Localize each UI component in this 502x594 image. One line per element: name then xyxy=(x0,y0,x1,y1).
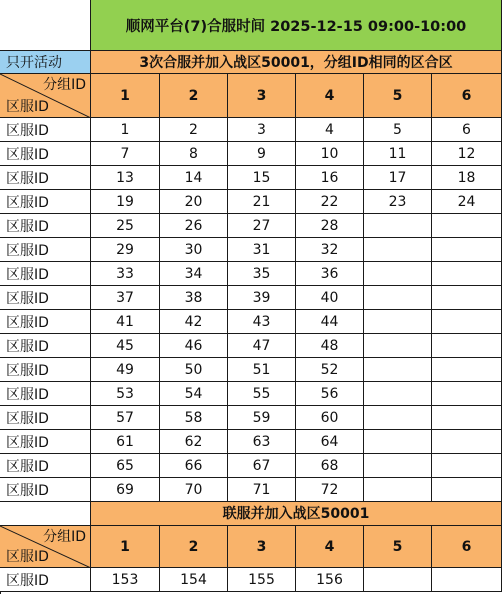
server-id-cell[interactable] xyxy=(364,238,432,262)
group-header-3[interactable]: 3 xyxy=(228,74,296,118)
row-label[interactable]: 区服ID xyxy=(0,262,91,286)
server-id-cell[interactable]: 45 xyxy=(91,334,160,358)
server-id-cell[interactable]: 41 xyxy=(91,310,160,334)
row-label[interactable]: 区服ID xyxy=(0,190,91,214)
server-id-cell[interactable]: 3 xyxy=(228,118,296,142)
server-id-cell[interactable]: 19 xyxy=(91,190,160,214)
server-id-cell[interactable]: 15 xyxy=(228,166,296,190)
row-label[interactable]: 区服ID xyxy=(0,382,91,406)
group-header-5[interactable]: 5 xyxy=(364,526,432,568)
server-id-cell[interactable]: 18 xyxy=(432,166,502,190)
server-id-cell[interactable] xyxy=(364,382,432,406)
server-id-cell[interactable] xyxy=(432,454,502,478)
server-id-cell[interactable]: 35 xyxy=(228,262,296,286)
server-id-cell[interactable]: 33 xyxy=(91,262,160,286)
server-id-cell[interactable]: 30 xyxy=(160,238,228,262)
server-id-cell[interactable] xyxy=(364,286,432,310)
row-label[interactable]: 区服ID xyxy=(0,238,91,262)
server-id-cell[interactable]: 6 xyxy=(432,118,502,142)
server-id-cell[interactable]: 4 xyxy=(296,118,364,142)
server-id-cell[interactable]: 13 xyxy=(91,166,160,190)
group-header-6[interactable]: 6 xyxy=(432,526,502,568)
corner-server-label: 区服ID xyxy=(6,549,49,565)
server-id-cell[interactable] xyxy=(432,262,502,286)
row-label[interactable]: 区服ID xyxy=(0,118,91,142)
server-id-cell[interactable]: 66 xyxy=(160,454,228,478)
server-id-cell[interactable]: 9 xyxy=(228,142,296,166)
group-header-2[interactable]: 2 xyxy=(160,74,228,118)
server-id-cell[interactable]: 61 xyxy=(91,430,160,454)
corner-group-label: 分组ID xyxy=(43,77,86,93)
server-id-cell[interactable]: 71 xyxy=(228,478,296,502)
server-id-cell[interactable]: 38 xyxy=(160,286,228,310)
server-id-cell[interactable]: 72 xyxy=(296,478,364,502)
server-id-cell[interactable]: 47 xyxy=(228,334,296,358)
server-id-cell[interactable]: 12 xyxy=(432,142,502,166)
server-id-cell[interactable]: 7 xyxy=(91,142,160,166)
blank-cell[interactable] xyxy=(0,501,91,526)
server-id-cell[interactable]: 64 xyxy=(296,430,364,454)
group-header-6[interactable]: 6 xyxy=(432,74,502,118)
server-id-cell[interactable]: 20 xyxy=(160,190,228,214)
group-header-5[interactable]: 5 xyxy=(364,74,432,118)
server-id-cell[interactable]: 32 xyxy=(296,238,364,262)
server-id-cell[interactable]: 17 xyxy=(364,166,432,190)
server-id-cell[interactable]: 2 xyxy=(160,118,228,142)
server-id-cell[interactable]: 31 xyxy=(228,238,296,262)
server-id-cell[interactable] xyxy=(364,568,432,592)
server-id-cell[interactable]: 10 xyxy=(296,142,364,166)
server-id-cell[interactable] xyxy=(432,334,502,358)
server-id-cell[interactable] xyxy=(432,478,502,502)
row-label[interactable]: 区服ID xyxy=(0,286,91,310)
server-id-cell[interactable]: 70 xyxy=(160,478,228,502)
server-id-cell[interactable] xyxy=(364,406,432,430)
server-id-cell[interactable]: 29 xyxy=(91,238,160,262)
server-id-cell[interactable] xyxy=(432,310,502,334)
server-id-cell[interactable] xyxy=(432,430,502,454)
row-label[interactable]: 区服ID xyxy=(0,430,91,454)
corner-header-2[interactable] xyxy=(0,526,91,568)
row-label[interactable]: 区服ID xyxy=(0,334,91,358)
server-id-cell[interactable]: 16 xyxy=(296,166,364,190)
server-id-cell[interactable]: 40 xyxy=(296,286,364,310)
group-header-2[interactable]: 2 xyxy=(160,526,228,568)
server-id-cell[interactable]: 154 xyxy=(160,568,228,592)
server-id-cell[interactable]: 23 xyxy=(364,190,432,214)
server-id-cell[interactable]: 155 xyxy=(228,568,296,592)
server-id-cell[interactable]: 14 xyxy=(160,166,228,190)
server-id-cell[interactable]: 56 xyxy=(296,382,364,406)
server-id-cell[interactable]: 60 xyxy=(296,406,364,430)
server-id-cell[interactable]: 68 xyxy=(296,454,364,478)
server-id-cell[interactable]: 42 xyxy=(160,310,228,334)
server-id-cell[interactable] xyxy=(364,478,432,502)
server-id-cell[interactable]: 63 xyxy=(228,430,296,454)
corner-group-label: 分组ID xyxy=(43,529,86,545)
corner-server-label: 区服ID xyxy=(6,99,49,115)
row-label[interactable]: 区服ID xyxy=(0,454,91,478)
server-id-cell[interactable]: 59 xyxy=(228,406,296,430)
row-label[interactable]: 区服ID xyxy=(0,406,91,430)
server-id-cell[interactable]: 62 xyxy=(160,430,228,454)
group-header-1[interactable]: 1 xyxy=(91,526,160,568)
server-id-cell[interactable]: 21 xyxy=(228,190,296,214)
group-header-3[interactable]: 3 xyxy=(228,526,296,568)
server-id-cell[interactable] xyxy=(364,310,432,334)
server-id-cell[interactable]: 55 xyxy=(228,382,296,406)
server-id-cell[interactable]: 25 xyxy=(91,214,160,238)
row-label[interactable]: 区服ID xyxy=(0,166,91,190)
server-id-cell[interactable]: 156 xyxy=(296,568,364,592)
blank-cell[interactable] xyxy=(0,0,91,51)
section2-title[interactable]: 联服并加入战区50001 xyxy=(91,501,502,526)
server-id-cell[interactable]: 37 xyxy=(91,286,160,310)
server-id-cell[interactable]: 51 xyxy=(228,358,296,382)
server-id-cell[interactable]: 57 xyxy=(91,406,160,430)
server-id-cell[interactable] xyxy=(364,430,432,454)
server-id-cell[interactable] xyxy=(364,454,432,478)
server-id-cell[interactable]: 49 xyxy=(91,358,160,382)
server-id-cell[interactable]: 28 xyxy=(296,214,364,238)
server-id-cell[interactable]: 153 xyxy=(91,568,160,592)
row-label[interactable]: 区服ID xyxy=(0,214,91,238)
server-id-cell[interactable]: 34 xyxy=(160,262,228,286)
row-label[interactable]: 区服ID xyxy=(0,310,91,334)
group-header-4[interactable]: 4 xyxy=(296,74,364,118)
server-id-cell[interactable] xyxy=(364,214,432,238)
server-id-cell[interactable] xyxy=(364,262,432,286)
row-label[interactable]: 区服ID xyxy=(0,358,91,382)
server-id-cell[interactable] xyxy=(432,238,502,262)
row-label[interactable]: 区服ID xyxy=(0,478,91,502)
server-id-cell[interactable] xyxy=(432,286,502,310)
corner-header-1[interactable] xyxy=(0,74,91,118)
server-id-cell[interactable]: 5 xyxy=(364,118,432,142)
group-header-1[interactable]: 1 xyxy=(91,74,160,118)
server-id-cell[interactable]: 24 xyxy=(432,190,502,214)
server-id-cell[interactable]: 36 xyxy=(296,262,364,286)
row-label[interactable]: 区服ID xyxy=(0,568,91,592)
server-id-cell[interactable]: 1 xyxy=(91,118,160,142)
page-title[interactable]: 顺网平台(7)合服时间 2025-12-15 09:00-10:00 xyxy=(91,0,502,51)
server-id-cell[interactable]: 52 xyxy=(296,358,364,382)
server-id-cell[interactable]: 27 xyxy=(228,214,296,238)
server-id-cell[interactable]: 26 xyxy=(160,214,228,238)
server-id-cell[interactable] xyxy=(432,214,502,238)
server-id-cell[interactable] xyxy=(432,382,502,406)
server-id-cell[interactable]: 50 xyxy=(160,358,228,382)
server-id-cell[interactable]: 53 xyxy=(91,382,160,406)
server-id-cell[interactable] xyxy=(364,334,432,358)
server-id-cell[interactable]: 65 xyxy=(91,454,160,478)
activity-label[interactable]: 只开活动 xyxy=(0,51,91,74)
server-id-cell[interactable]: 8 xyxy=(160,142,228,166)
server-id-cell[interactable]: 48 xyxy=(296,334,364,358)
server-id-cell[interactable] xyxy=(432,358,502,382)
server-id-cell[interactable] xyxy=(364,358,432,382)
section1-title[interactable]: 3次合服并加入战区50001，分组ID相同的区合区 xyxy=(91,51,502,74)
server-id-cell[interactable]: 69 xyxy=(91,478,160,502)
server-id-cell[interactable] xyxy=(432,568,502,592)
server-id-cell[interactable] xyxy=(432,406,502,430)
server-id-cell[interactable]: 39 xyxy=(228,286,296,310)
server-id-cell[interactable]: 58 xyxy=(160,406,228,430)
server-id-cell[interactable]: 67 xyxy=(228,454,296,478)
server-id-cell[interactable]: 22 xyxy=(296,190,364,214)
server-id-cell[interactable]: 54 xyxy=(160,382,228,406)
row-label[interactable]: 区服ID xyxy=(0,142,91,166)
server-id-cell[interactable]: 46 xyxy=(160,334,228,358)
server-id-cell[interactable]: 44 xyxy=(296,310,364,334)
group-header-4[interactable]: 4 xyxy=(296,526,364,568)
server-id-cell[interactable]: 43 xyxy=(228,310,296,334)
server-id-cell[interactable]: 11 xyxy=(364,142,432,166)
